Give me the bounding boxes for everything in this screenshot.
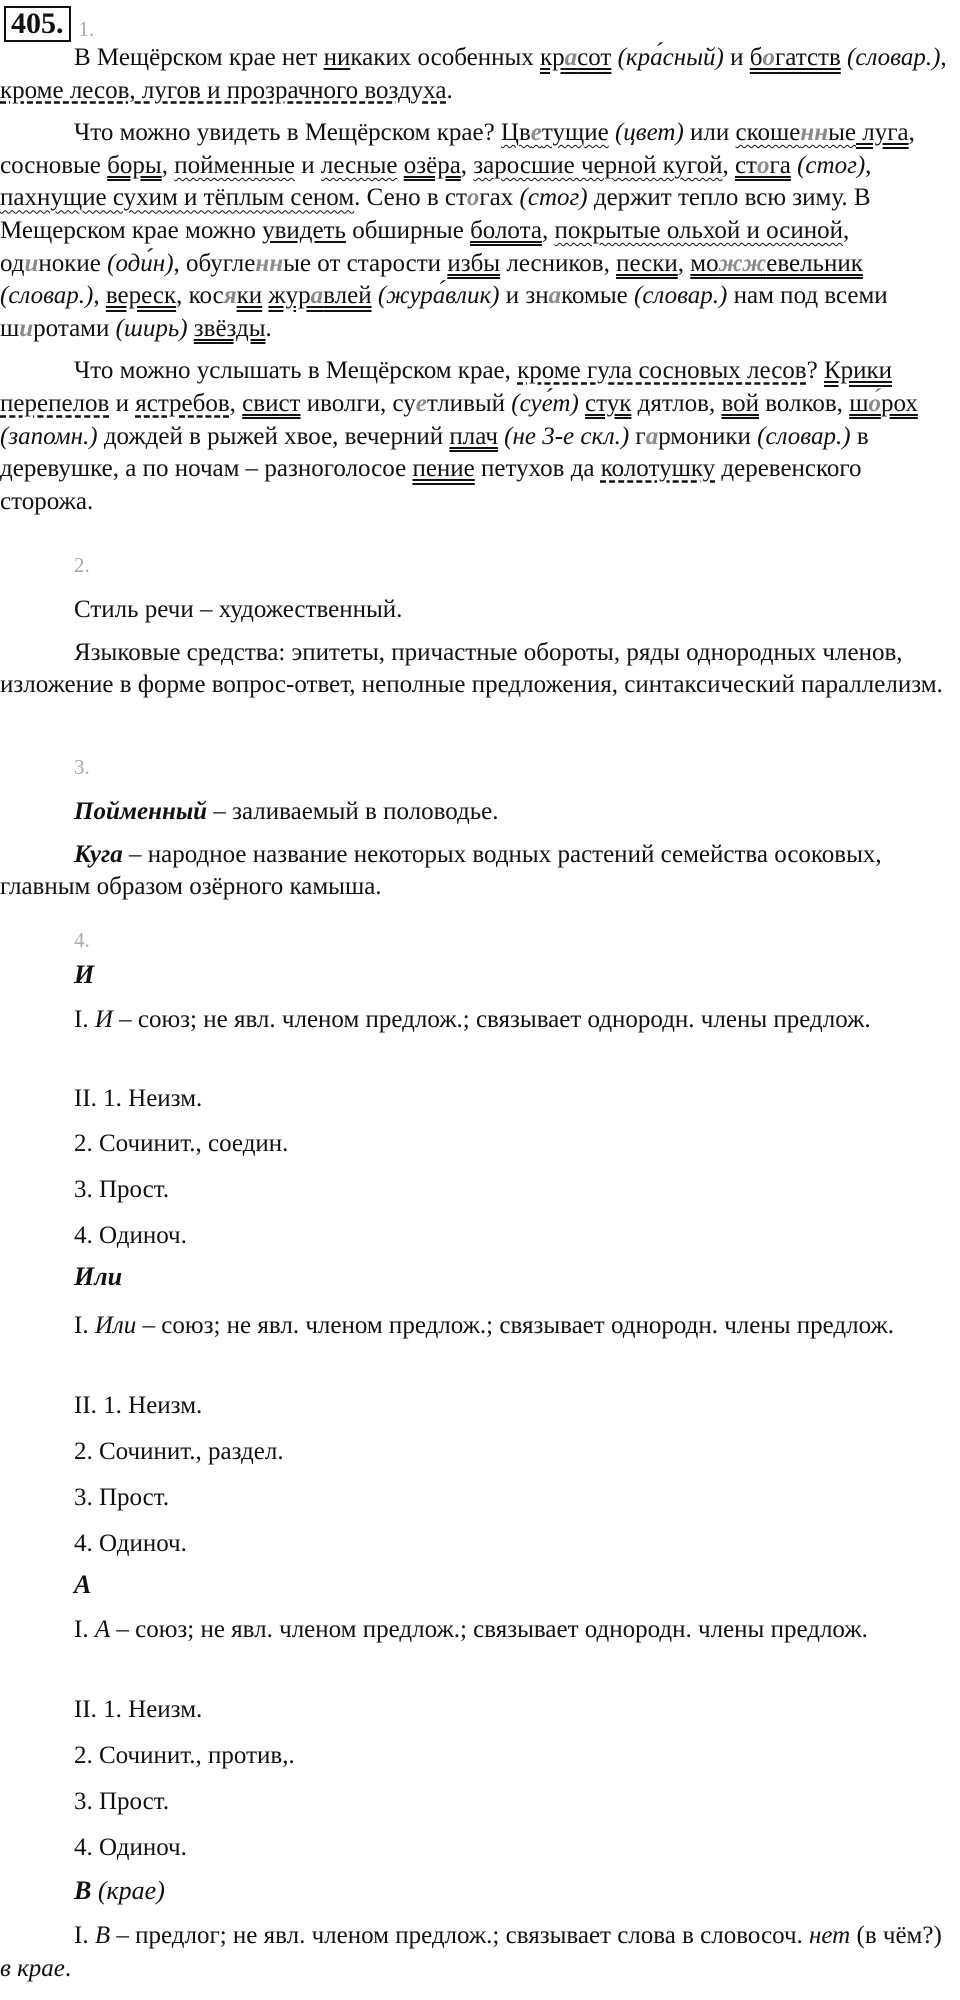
text-part1 (0, 42, 955, 518)
style-of-speech: Стиль речи – художественный. (74, 596, 403, 623)
parse-ili-line1: I. Или – союз; не явл. членом предлож.; связывает однородн. члены предлож. (74, 1312, 895, 1339)
parse-a-line1: I. А – союз; не явл. членом предлож.; связывает однородн. члены предлож. (74, 1616, 868, 1643)
language-means: Языковые средства: эпитеты, причастные обороты, ряды однородных членов, изложение в форме вопрос-ответ, неполные предложения, синтаксический параллелизм. (0, 638, 943, 699)
paragraph-1: В Мещёрском крае нет никаких особенных красот (кра́сный) и богатств (словар.), кроме лесов, лугов и прозрачного воздуха. (0, 44, 947, 104)
parse-i-line2: II. 1. Неизм. (74, 1085, 203, 1112)
exercise-header (4, 2, 94, 42)
definition-poymenny: Пойменный – заливаемый в половодье. (74, 798, 499, 825)
parse-a-line4: 3. Прост. (74, 1788, 170, 1815)
exercise-number: 405. (4, 6, 71, 42)
paragraph-2: Что можно увидеть в Мещёрском крае? Цветущие (цвет) или скошенные луга, сосновые боры, пойменные и лесные озёра, заросшие черной кугой, стога (стог), пахнущие сухим и тёплым сеном. Сено в стогах (стог) держит тепло всю зиму. В Мещерском крае можно увидеть обширные болота, покрытые ольхой и осиной, одинокие (оди́н), обугленные от старости избы лесников, пески, можжевельник (словар.), вереск, косяки журавлей (жура́влик) и знакомые (словар.) нам под всеми широтами (ширь) звёзды. (0, 119, 915, 342)
section-2 (0, 594, 955, 702)
section-3-number: 3. (74, 755, 90, 779)
parse-heading-a: А (74, 1570, 92, 1599)
parse-ili-line4: 3. Прост. (74, 1484, 170, 1511)
section-2-number: 2. (74, 553, 90, 577)
parse-i-line1: I. И – союз; не явл. членом предлож.; связывает однородн. члены предлож. (74, 1006, 871, 1033)
parse-i-line5: 4. Одиноч. (74, 1222, 187, 1249)
parse-heading-v: В (крае) (74, 1876, 165, 1905)
parse-ili-line5: 4. Одиноч. (74, 1530, 187, 1557)
parse-heading-i: И (74, 960, 95, 989)
parse-ili-line2: II. 1. Неизм. (74, 1392, 203, 1419)
paragraph-3: Что можно услышать в Мещёрском крае, кроме гула сосновых лесов? Крики перепелов и ястребов, свист иволги, суетливый (суе́т) стук дятлов, вой волков, шо́рох (запомн.) дождей в рыжей хвое, вечерний плач (не 3-е скл.) гармоники (словар.) в деревушке, а по ночам – разноголосое пение петухов да колотушку деревенского сторожа. (0, 357, 918, 515)
parse-i-line4: 3. Прост. (74, 1176, 170, 1203)
parse-heading-ili: Или (74, 1262, 123, 1291)
part-number: 1. (78, 17, 95, 41)
definition-kuga: Куга – народное название некоторых водных растений семейства осоковых, главным образом озёрного камыша. (0, 840, 882, 901)
parse-a-line2: II. 1. Неизм. (74, 1696, 203, 1723)
parse-i-line3: 2. Сочинит., соедин. (74, 1130, 289, 1157)
parse-a-line3: 2. Сочинит., против,. (74, 1742, 295, 1769)
parse-v-line1: I. В – предлог; не явл. членом предлож.; связывает слова в словосоч. нет (в чём?) в крае. (0, 1922, 942, 1982)
parse-a-line5: 4. Одиноч. (74, 1834, 187, 1861)
section-3 (0, 796, 955, 904)
section-4-number: 4. (74, 928, 90, 952)
parse-ili-line3: 2. Сочинит., раздел. (74, 1438, 284, 1465)
